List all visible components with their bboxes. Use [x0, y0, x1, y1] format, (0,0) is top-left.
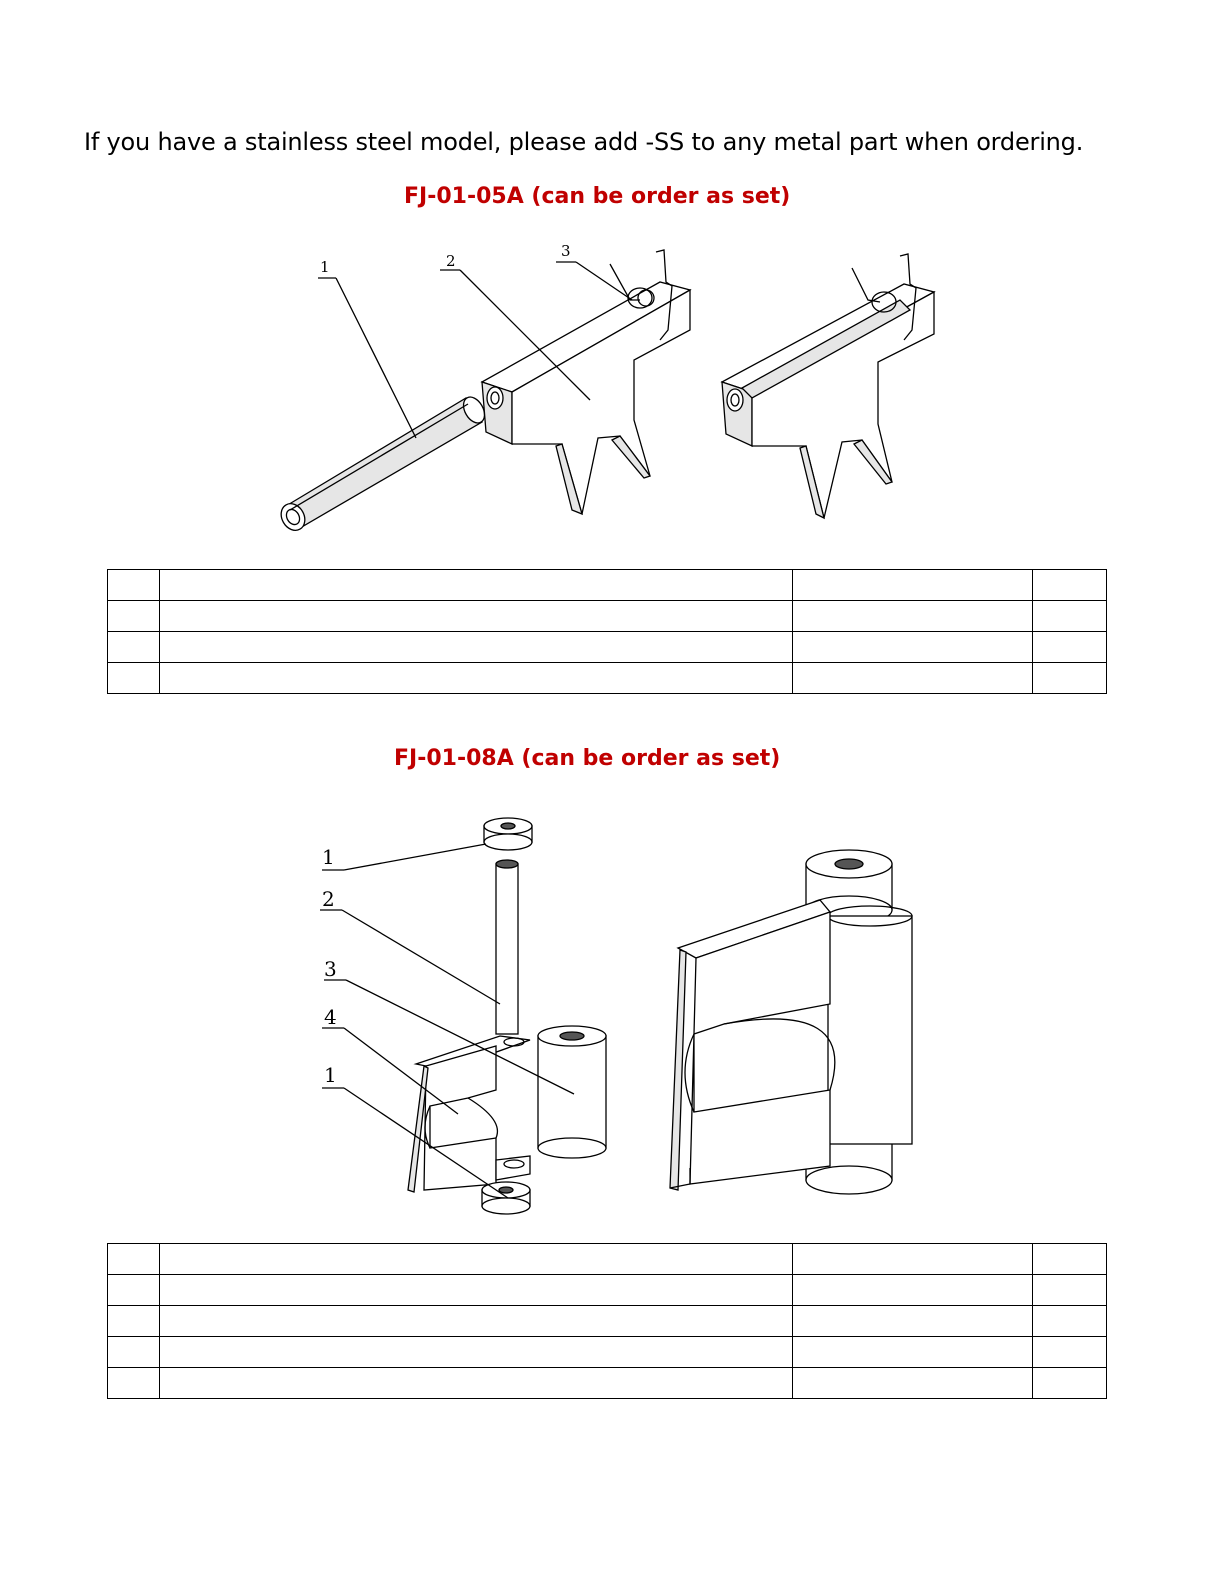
table-cell [1033, 1244, 1107, 1275]
table-cell [108, 1368, 160, 1399]
table-row [108, 1275, 1107, 1306]
table-row [108, 1368, 1107, 1399]
callout-2: 2 [446, 252, 456, 270]
table-cell [1033, 601, 1107, 632]
table-cell [108, 632, 160, 663]
table-cell [793, 632, 1033, 663]
stainless-steel-notice: If you have a stainless steel model, please add -SS to any metal part when ordering. [84, 128, 1084, 156]
callout-2: 2 [322, 887, 335, 911]
pin-part [496, 860, 518, 1034]
table-cell [160, 1337, 793, 1368]
table-cell [793, 1275, 1033, 1306]
table-cell [793, 1368, 1033, 1399]
table-cell [793, 601, 1033, 632]
table-cell [160, 601, 793, 632]
table-cell [108, 1306, 160, 1337]
assembled-bracket [722, 254, 934, 518]
spacer-part [538, 1026, 606, 1158]
fj-01-08a-drawing [0, 780, 1224, 1230]
table-cell [793, 1244, 1033, 1275]
fj-01-05a-drawing [0, 0, 1224, 560]
table-cell [108, 663, 160, 694]
parts-table-fj-01-05a [107, 569, 1107, 694]
table-cell [160, 1368, 793, 1399]
callout-3: 3 [561, 242, 571, 260]
hinge-leaf-part [408, 1036, 530, 1192]
table-cell [793, 663, 1033, 694]
parts-table-fj-01-08a [107, 1243, 1107, 1399]
table-cell [160, 663, 793, 694]
callout-1: 1 [320, 258, 330, 276]
bottom-bushing-part [482, 1182, 530, 1214]
table-cell [793, 570, 1033, 601]
table-cell [160, 570, 793, 601]
table-cell [160, 1275, 793, 1306]
table-cell [108, 1337, 160, 1368]
table-cell [1033, 1275, 1107, 1306]
table-cell [108, 1275, 160, 1306]
assembled-hinge [670, 850, 912, 1194]
table-cell [1033, 1337, 1107, 1368]
table-row [108, 601, 1107, 632]
callout-4: 4 [324, 1005, 337, 1029]
table-cell [108, 1244, 160, 1275]
table-cell [160, 1306, 793, 1337]
table-row [108, 632, 1107, 663]
section-title-fj-01-05a: FJ-01-05A (can be order as set) [404, 184, 791, 209]
callout-3: 3 [324, 957, 337, 981]
tube-part [276, 393, 488, 534]
table-cell [160, 1244, 793, 1275]
callout-1-top: 1 [322, 845, 335, 869]
bracket-part [482, 250, 690, 514]
table-row [108, 1337, 1107, 1368]
table-cell [1033, 1306, 1107, 1337]
table-cell [793, 1306, 1033, 1337]
table-cell [108, 570, 160, 601]
table-cell [1033, 1368, 1107, 1399]
table-cell [1033, 663, 1107, 694]
table-cell [1033, 570, 1107, 601]
callout-1-bottom: 1 [324, 1063, 337, 1087]
section-title-fj-01-08a: FJ-01-08A (can be order as set) [394, 746, 781, 771]
table-cell [108, 601, 160, 632]
top-bushing-part [484, 818, 532, 850]
table-cell [1033, 632, 1107, 663]
table-row [108, 1244, 1107, 1275]
table-cell [160, 632, 793, 663]
table-row [108, 1306, 1107, 1337]
table-row [108, 663, 1107, 694]
table-row [108, 570, 1107, 601]
table-cell [793, 1337, 1033, 1368]
